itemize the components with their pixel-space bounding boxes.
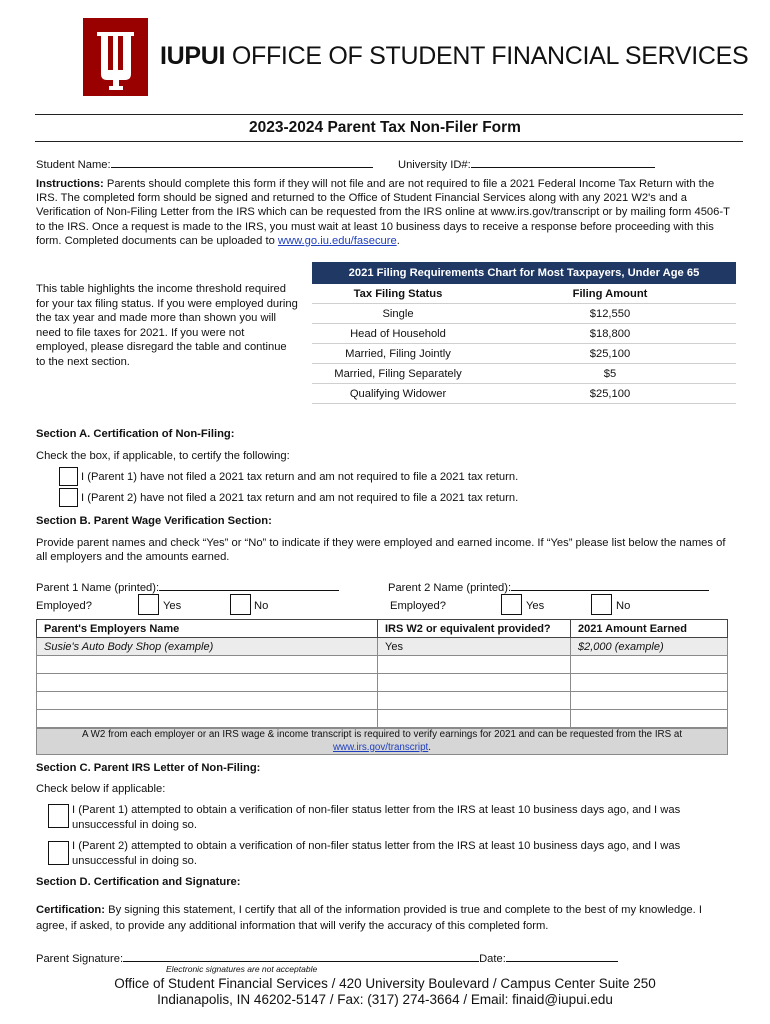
parent1-not-filed-checkbox[interactable] — [59, 467, 78, 486]
parent1-employed-no-checkbox[interactable] — [230, 594, 251, 615]
parent2-name-row: Parent 2 Name (printed): — [388, 578, 709, 594]
parent2-name-field[interactable] — [511, 578, 709, 591]
yes-label: Yes — [163, 600, 182, 612]
university-id-row: University ID#: — [398, 155, 655, 171]
col-filing-amount: Filing Amount — [484, 284, 736, 304]
table-row: Head of Household $18,800 — [312, 324, 736, 344]
trident-icon — [83, 18, 148, 96]
parent1-name-field[interactable] — [159, 578, 339, 591]
chart-title: 2021 Filing Requirements Chart for Most Taxpayers, Under Age 65 — [312, 262, 736, 284]
student-name-field[interactable] — [111, 155, 373, 168]
parent2-employed-no-checkbox[interactable] — [591, 594, 612, 615]
footer-contact: Indianapolis, IN 46202-5147 / Fax: (317) 274-3664 / Email: finaid@iupui.edu — [157, 992, 613, 1007]
page-title: 2023-2024 Parent Tax Non-Filer Form — [249, 119, 521, 136]
student-name-row: Student Name: — [36, 155, 373, 171]
section-b-heading: Section B. Parent Wage Verification Section: — [36, 515, 272, 527]
no-label: No — [254, 600, 269, 612]
threshold-text: This table highlights the income threshold required for your tax filing status. If you were employed during the tax year and made more than shown you will need to file taxes for 2021. If you were not employed, please disregard the table and continue to the next section. — [36, 283, 298, 368]
footer-address: Office of Student Financial Services / 420 University Boulevard / Campus Center Suite 250 — [114, 976, 656, 991]
table-row: Married, Filing Jointly $25,100 — [312, 344, 736, 364]
parent2-not-filed-label: I (Parent 2) have not filed a 2021 tax return and am not required to file a 2021 tax return. — [81, 492, 519, 504]
instructions: Instructions: Parents should complete this form if they will not file and are not required to file a 2021 Federal Income Tax Return with the IRS. The completed form should be signed and returned to the Office of Student Financial Services along with any 2021 W2's and a Verification of Non-Filing Letter from the IRS which can be requested from the IRS online at www.irs.gov/transcript or by mailing form 4506-T to the IRS. Once a request is made to the IRS, you must wait at least 10 business days to receive a response before proceeding with this form. Completed documents can be uploaded to www.go.iu.edu/fasecure. — [36, 178, 730, 247]
section-d-heading: Section D. Certification and Signature: — [36, 876, 241, 888]
irs-transcript-link[interactable]: www.irs.gov/transcript — [332, 741, 429, 753]
section-a-intro: Check the box, if applicable, to certify the following: — [36, 450, 290, 462]
col-filing-status: Tax Filing Status — [312, 284, 484, 304]
divider — [35, 141, 743, 142]
table-row: Qualifying Widower $25,100 — [312, 384, 736, 404]
parent1-not-filed-label: I (Parent 1) have not filed a 2021 tax return and am not required to file a 2021 tax return. — [81, 471, 519, 483]
parent-signature-field[interactable] — [123, 949, 479, 962]
table-row: Susie's Auto Body Shop (example) Yes $2,000 (example) — [37, 638, 728, 656]
date-field[interactable] — [506, 949, 618, 962]
employers-table — [36, 619, 728, 755]
table-row — [37, 710, 728, 728]
iu-logo — [83, 18, 148, 96]
fasecure-link[interactable]: www.go.iu.edu/fasecure — [277, 234, 397, 247]
yes-label: Yes — [526, 600, 545, 612]
parent2-irs-letter-checkbox[interactable] — [48, 841, 69, 865]
table-row: Single $12,550 — [312, 304, 736, 324]
table-row — [37, 692, 728, 710]
org-name: IUPUI OFFICE OF STUDENT FINANCIAL SERVICES — [160, 42, 749, 70]
parent1-employed-yes-checkbox[interactable] — [138, 594, 159, 615]
signature-row: Parent Signature: Date: — [36, 949, 618, 965]
parent2-employed-yes-checkbox[interactable] — [501, 594, 522, 615]
section-c-intro: Check below if applicable: — [36, 783, 166, 795]
table-row — [37, 656, 728, 674]
w2-note: A W2 from each employer or an IRS wage & income transcript is required to verify earnings for 2021 and can be requested from the IRS at www.irs.gov/transcript. — [36, 728, 728, 755]
col-amount-earned: 2021 Amount Earned — [571, 620, 728, 638]
requirements-chart — [312, 262, 736, 404]
no-label: No — [616, 600, 631, 612]
divider — [35, 114, 743, 115]
col-employer-name: Parent's Employers Name — [37, 620, 378, 638]
table-row — [37, 674, 728, 692]
parent1-name-row: Parent 1 Name (printed): — [36, 578, 339, 594]
parent1-employed-label: Employed? — [36, 600, 92, 612]
parent2-employed-label: Employed? — [390, 600, 446, 612]
table-row: Married, Filing Separately $5 — [312, 364, 736, 384]
section-a-heading: Section A. Certification of Non-Filing: — [36, 428, 235, 440]
parent1-irs-letter-label: I (Parent 1) attempted to obtain a verification of non-filer status letter from the IRS at least 10 business days ago, and I was unsuccessful in doing so. — [72, 804, 681, 831]
parent1-irs-letter-checkbox[interactable] — [48, 804, 69, 828]
parent2-not-filed-checkbox[interactable] — [59, 488, 78, 507]
parent2-irs-letter-label: I (Parent 2) attempted to obtain a verification of non-filer status letter from the IRS at least 10 business days ago, and I was unsuccessful in doing so. — [72, 840, 681, 867]
col-w2-provided: IRS W2 or equivalent provided? — [378, 620, 571, 638]
certification-text: Certification: By signing this statement, I certify that all of the information provided is true and complete to the best of my knowledge. I agree, if asked, to provide any additional information that will verify the accuracy of this completed form. — [36, 904, 702, 932]
university-id-field[interactable] — [471, 155, 655, 168]
esig-note: Electronic signatures are not acceptable — [166, 964, 318, 974]
section-b-intro: Provide parent names and check “Yes” or “No” to indicate if they were employed and earned income. If “Yes” please list below the names of all employers and the amounts earned. — [36, 537, 726, 564]
section-c-heading: Section C. Parent IRS Letter of Non-Filing: — [36, 762, 261, 774]
